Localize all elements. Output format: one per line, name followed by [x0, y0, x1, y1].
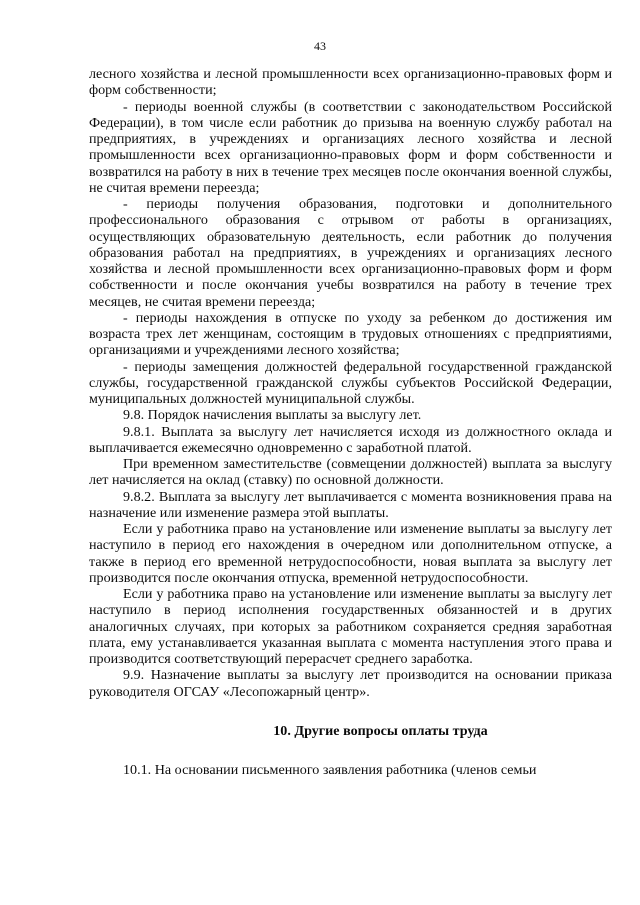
paragraph: При временном заместительстве (совмещении должностей) выплата за выслугу лет начисляется на оклад (ставку) по основной должности. — [89, 456, 612, 489]
paragraph: Если у работника право на установление или изменение выплаты за выслугу лет наступило в период его нахождения в очередном или дополнительном отпуске, а также в период его временной нетрудоспособности, новая выплата за выслугу лет производится после окончания отпуска, временной нетрудоспособности. — [89, 521, 612, 586]
paragraph: - периоды получения образования, подготовки и дополнительного профессионального образования с отрывом от работы в организациях, осуществляющих образовательную деятельность, если работник до получения образования работал на предприятиях, в учреждениях и организациях лесного хозяйства и лесной промышленности всех организационно-правовых форм и форм собственности и после окончания учебы возвратился на работу в течение трех месяцев, не считая времени переезда; — [89, 196, 612, 310]
page-number: 43 — [314, 39, 326, 53]
paragraph: - периоды военной службы (в соответствии с законодательством Российской Федерации), в том числе если работник до призыва на военную службу работал на предприятиях, в учреждениях и организациях лесного хозяйства и лесной промышленности всех организационно-правовых форм и форм собственности и возвратился на работу в них в течение трех месяцев после окончания военной службы, не считая времени переезда; — [89, 98, 612, 196]
paragraph: 9.8.1. Выплата за выслугу лет начисляется исходя из должностного оклада и выплачивается ежемесячно одновременно с заработной платой. — [89, 423, 612, 456]
paragraph: 9.8. Порядок начисления выплаты за выслугу лет. — [123, 407, 422, 424]
paragraph: Если у работника право на установление или изменение выплаты за выслугу лет наступило в период исполнения государственных обязанностей и в других аналогичных случаях, при которых за работником сохраняется средняя заработная плата, ему устанавливается указанная выплата с момента наступления этого права и производится соответствующий перерасчет среднего заработка. — [89, 586, 612, 667]
paragraph: 9.8.2. Выплата за выслугу лет выплачивается с момента возникновения права на назначение или изменение размера этой выплаты. — [89, 488, 612, 521]
paragraph: 10.1. На основании письменного заявления работника (членов семьи — [123, 762, 537, 778]
paragraph: 9.9. Назначение выплаты за выслугу лет производится на основании приказа руководителя ОГСАУ «Лесопожарный центр». — [89, 667, 612, 700]
paragraph: - периоды нахождения в отпуске по уходу за ребенком до достижения им возраста трех лет женщинам, состоящим в трудовых отношениях с предприятиями, организациями и учреждениями лесного хозяйства; — [89, 309, 612, 359]
document-body — [89, 66, 612, 778]
section-heading: 10. Другие вопросы оплаты труда — [273, 722, 488, 739]
paragraph: лесного хозяйства и лесной промышленности всех организационно-правовых форм и форм собственности; — [89, 66, 612, 99]
paragraph: - периоды замещения должностей федеральной государственной гражданской службы, государственной гражданской службы субъектов Российской Федерации, муниципальных должностей муниципальной службы. — [89, 358, 612, 407]
